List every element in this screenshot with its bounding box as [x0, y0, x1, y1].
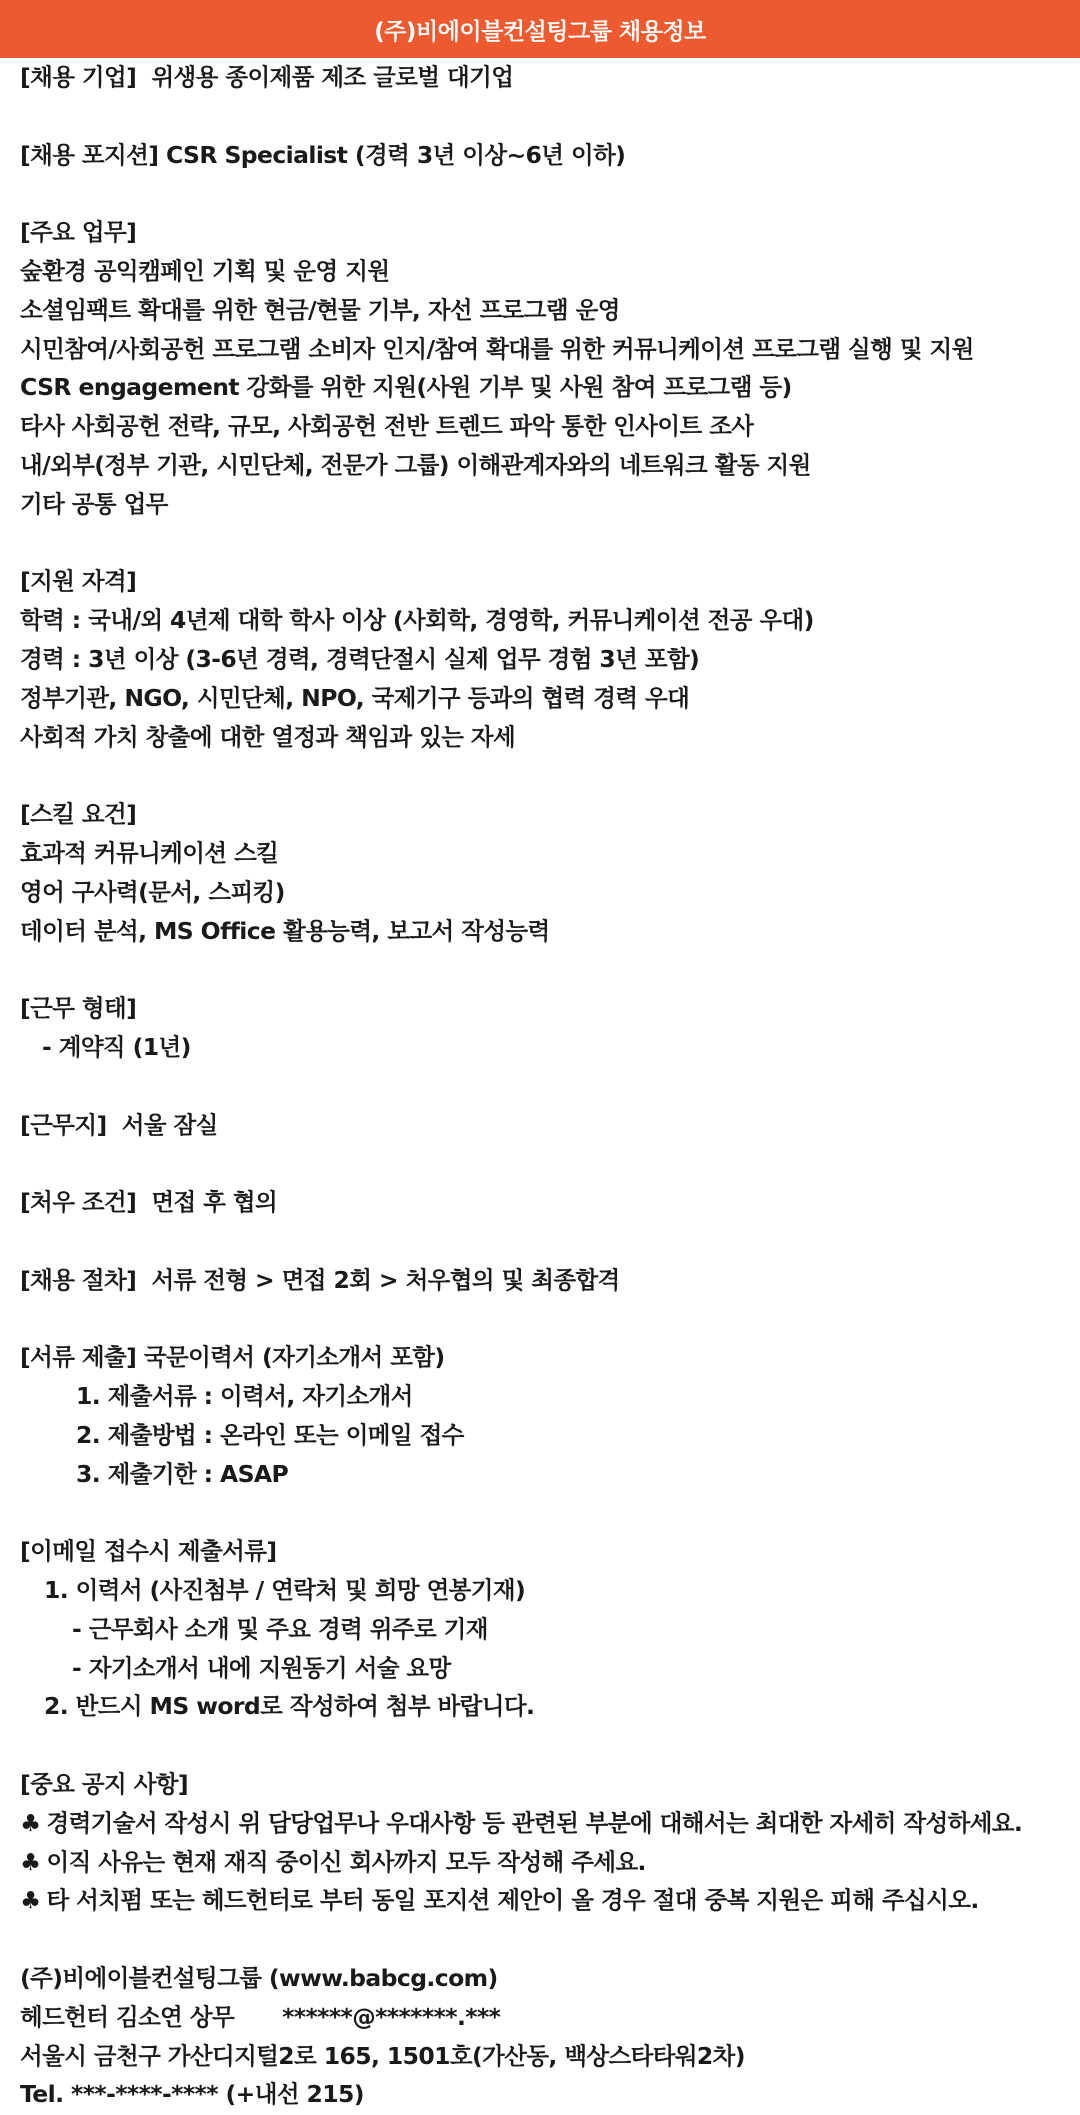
spacer: [20, 97, 1070, 136]
email-docs-subitem: - 자기소개서 내에 지원동기 서술 요망: [72, 1653, 451, 1682]
notice-item: [20, 1843, 1070, 1882]
company-line: [20, 58, 1070, 97]
qualification-item: 사회적 가치 창출에 대한 열정과 책임과 있는 자세: [20, 722, 516, 751]
documents-line: [20, 1338, 1070, 1377]
duty-item: 기타 공통 업무: [20, 489, 168, 518]
company-value: 위생용 종이제품 제조 글로벌 대기업: [151, 63, 514, 91]
club-icon: ♣: [20, 1886, 41, 1915]
notice-text: 타 서치펌 또는 헤드헌터로 부터 동일 포지션 제안이 올 경우 절대 중복 지원은 피해 주십시오.: [46, 1886, 979, 1915]
spacer: [20, 1300, 1070, 1339]
duty-item: 시민참여/사회공헌 프로그램 소비자 인지/참여 확대를 위한 커뮤니케이션 프로그램 실행 및 지원: [20, 334, 974, 363]
contact-tel: Tel. ***-****-**** (+내선 215): [20, 2080, 364, 2109]
position-label: [채용 포지션]: [20, 140, 159, 169]
notice-text: 이직 사유는 현재 재직 중이신 회사까지 모두 작성해 주세요.: [46, 1847, 646, 1876]
documents-item: 2. 제출방법 : 온라인 또는 이메일 접수: [76, 1420, 464, 1449]
duties-title: [주요 업무]: [20, 218, 137, 247]
spacer: [20, 174, 1070, 213]
spacer: [20, 1726, 1070, 1765]
spacer: [20, 1144, 1070, 1183]
documents-item: 1. 제출서류 : 이력서, 자기소개서: [76, 1382, 413, 1411]
qualification-item: 정부기관, NGO, 시민단체, NPO, 국제기구 등과의 협력 경력 우대: [20, 683, 690, 712]
notice-item: [20, 1881, 1070, 1920]
process-label: [채용 절차]: [20, 1265, 137, 1294]
skill-item: 영어 구사력(문서, 스피킹): [20, 877, 285, 906]
spacer: [20, 1493, 1070, 1532]
documents-value: 국문이력서 (자기소개서 포함): [143, 1343, 445, 1372]
email-docs-subitem: - 근무회사 소개 및 주요 경력 위주로 기재: [72, 1614, 488, 1643]
location-line: [20, 1106, 1070, 1145]
duty-item: 숲환경 공익캠페인 기획 및 운영 지원: [20, 256, 390, 285]
duty-item: 타사 사회공헌 전략, 규모, 사회공헌 전반 트렌드 파악 통한 인사이트 조사: [20, 412, 754, 441]
company-label: [채용 기업]: [20, 63, 137, 91]
notice-text: 경력기술서 작성시 위 담당업무나 우대사항 등 관련된 부분에 대해서는 최대한 자세히 작성하세요.: [46, 1808, 1023, 1837]
duty-item: 내/외부(정부 기관, 시민단체, 전문가 그룹) 이해관계자와의 네트워크 활동 지원: [20, 450, 811, 479]
documents-item: 3. 제출기한 : ASAP: [76, 1459, 289, 1488]
spacer: [20, 1222, 1070, 1261]
contact-headhunter-line: [20, 1998, 1070, 2037]
work-type-value: - 계약직 (1년): [42, 1032, 191, 1061]
skills-title: [스킬 요건]: [20, 800, 137, 829]
spacer: [20, 1067, 1070, 1106]
contact-company: (주)비에이블컨설팅그룹 (www.babcg.com): [20, 1964, 498, 1993]
position-line: [20, 136, 1070, 175]
email-docs-item: 1. 이력서 (사진첨부 / 연락처 및 희망 연봉기재): [44, 1576, 526, 1605]
notice-title: [중요 공지 사항]: [20, 1770, 189, 1799]
qualification-item: 경력 : 3년 이상 (3-6년 경력, 경력단절시 실제 업무 경험 3년 포함): [20, 644, 700, 673]
skill-item: 데이터 분석, MS Office 활용능력, 보고서 작성능력: [20, 916, 550, 945]
spacer: [20, 524, 1070, 563]
position-value: CSR Specialist (경력 3년 이상~6년 이하): [165, 140, 626, 169]
location-label: [근무지]: [20, 1110, 107, 1139]
contact-email: ******@*******.***: [282, 2002, 501, 2031]
contact-address: 서울시 금천구 가산디지털2로 165, 1501호(가산동, 백상스타타워2차): [20, 2041, 745, 2070]
contact-headhunter: 헤드헌터 김소연 상무: [20, 2002, 235, 2031]
documents-label: [서류 제출]: [20, 1343, 137, 1372]
location-value: 서울 잠실: [121, 1110, 218, 1139]
spacer: [20, 950, 1070, 989]
club-icon: ♣: [20, 1808, 41, 1837]
header-bar: [0, 0, 1080, 58]
club-icon: ♣: [20, 1847, 41, 1876]
conditions-label: [처우 조건]: [20, 1188, 137, 1217]
job-posting-body: [20, 58, 1070, 2114]
qualification-item: 학력 : 국내/외 4년제 대학 학사 이상 (사회학, 경영학, 커뮤니케이션 전공 우대): [20, 606, 814, 635]
email-docs-item: 2. 반드시 MS word로 작성하여 첨부 바랍니다.: [44, 1692, 535, 1721]
skill-item: 효과적 커뮤니케이션 스킬: [20, 838, 279, 867]
email-docs-title: [이메일 접수시 제출서류]: [20, 1537, 277, 1566]
process-line: [20, 1261, 1070, 1300]
duty-item: CSR engagement 강화를 위한 지원(사원 기부 및 사원 참여 프로그램 등): [20, 373, 792, 402]
work-type-title: [근무 형태]: [20, 994, 137, 1023]
process-value: 서류 전형 > 면접 2회 > 처우협의 및 최종합격: [151, 1265, 620, 1294]
page-title: (주)비에이블컨설팅그룹 채용정보: [374, 18, 706, 45]
notice-item: [20, 1804, 1070, 1843]
spacer: [20, 1920, 1070, 1959]
conditions-value: 면접 후 협의: [151, 1188, 278, 1217]
duty-item: 소셜임팩트 확대를 위한 현금/현물 기부, 자선 프로그램 운영: [20, 295, 620, 324]
conditions-line: [20, 1183, 1070, 1222]
qualifications-title: [지원 자격]: [20, 567, 137, 596]
spacer: [20, 756, 1070, 795]
